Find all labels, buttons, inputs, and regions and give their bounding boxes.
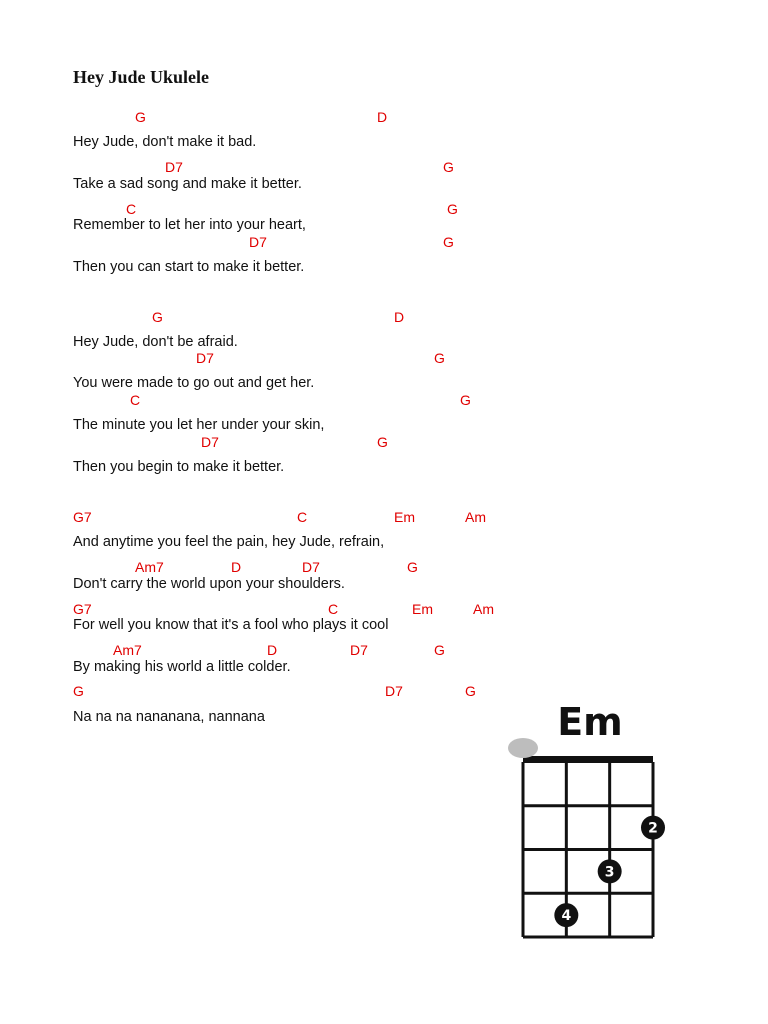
chord-label: G: [152, 309, 163, 325]
lyric-line: Na na na nananana, nannana: [73, 709, 265, 725]
nut: [523, 756, 653, 763]
chord-label: C: [297, 509, 308, 525]
chord-label: D: [267, 642, 278, 658]
chord-label: D7: [165, 159, 183, 175]
chord-label: D7: [385, 683, 403, 699]
finger-number: 4: [561, 908, 572, 925]
chord-label: G: [443, 159, 454, 175]
chord-label: Am7: [135, 559, 164, 575]
chord-label: C: [130, 392, 141, 408]
chord-label: G: [73, 683, 84, 699]
chord-row: [73, 509, 513, 529]
finger-number: 2: [648, 820, 658, 837]
chord-label: D7: [249, 234, 267, 250]
chord-label: Am: [465, 509, 486, 525]
em-chord-diagram: [500, 700, 680, 950]
chord-label: D: [377, 109, 388, 125]
chord-row: [73, 392, 513, 412]
page-title: Hey Jude Ukulele: [73, 67, 210, 87]
chord-label: D7: [201, 434, 219, 450]
chord-label: D7: [302, 559, 320, 575]
chord-row: [73, 234, 513, 254]
chord-label: G: [447, 201, 458, 217]
chord-label: G: [434, 642, 445, 658]
chord-label: G: [460, 392, 471, 408]
chord-label: Am: [473, 601, 494, 617]
chord-label: C: [126, 201, 137, 217]
lyric-line: Then you can start to make it better.: [73, 259, 305, 275]
chord-label: D7: [350, 642, 368, 658]
chord-label: D: [394, 309, 405, 325]
chord-label: Am7: [113, 642, 142, 658]
lyric-line: Take a sad song and make it better.: [73, 176, 302, 192]
chord-label: G7: [73, 601, 92, 617]
chord-row: [73, 309, 513, 329]
finger-number: 3: [604, 864, 615, 881]
chord-row: [73, 109, 513, 129]
chord-label: C: [328, 601, 339, 617]
lyric-line: Hey Jude, don't be afraid.: [73, 334, 238, 350]
chord-row: [73, 434, 513, 454]
chord-row: [73, 350, 513, 370]
chord-label: Em: [394, 509, 415, 525]
chord-label: G: [377, 434, 388, 450]
chord-label: G: [465, 683, 476, 699]
chord-label: G7: [73, 509, 92, 525]
lyric-line: Remember to let her into your heart,: [73, 217, 306, 233]
chord-label: G: [443, 234, 454, 250]
chord-label: G: [135, 109, 146, 125]
lyric-line: Hey Jude, don't make it bad.: [73, 134, 257, 150]
chord-label: G: [407, 559, 418, 575]
lyric-line: Don't carry the world upon your shoulders.: [73, 576, 345, 592]
lyric-line: Then you begin to make it better.: [73, 459, 285, 475]
lyric-line: The minute you let her under your skin,: [73, 417, 325, 433]
chord-name: Em: [557, 700, 623, 744]
chord-row: [73, 683, 513, 703]
lyric-line: For well you know that it's a fool who plays it cool: [73, 617, 389, 633]
chord-label: Em: [412, 601, 433, 617]
chord-label: D: [231, 559, 242, 575]
lyric-line: You were made to go out and get her.: [73, 375, 315, 391]
lyric-line: And anytime you feel the pain, hey Jude, refrain,: [73, 534, 385, 550]
lyric-line: By making his world a little colder.: [73, 659, 291, 675]
open-string-marker: [508, 738, 538, 758]
chord-label: D7: [196, 350, 214, 366]
chord-label: G: [434, 350, 445, 366]
